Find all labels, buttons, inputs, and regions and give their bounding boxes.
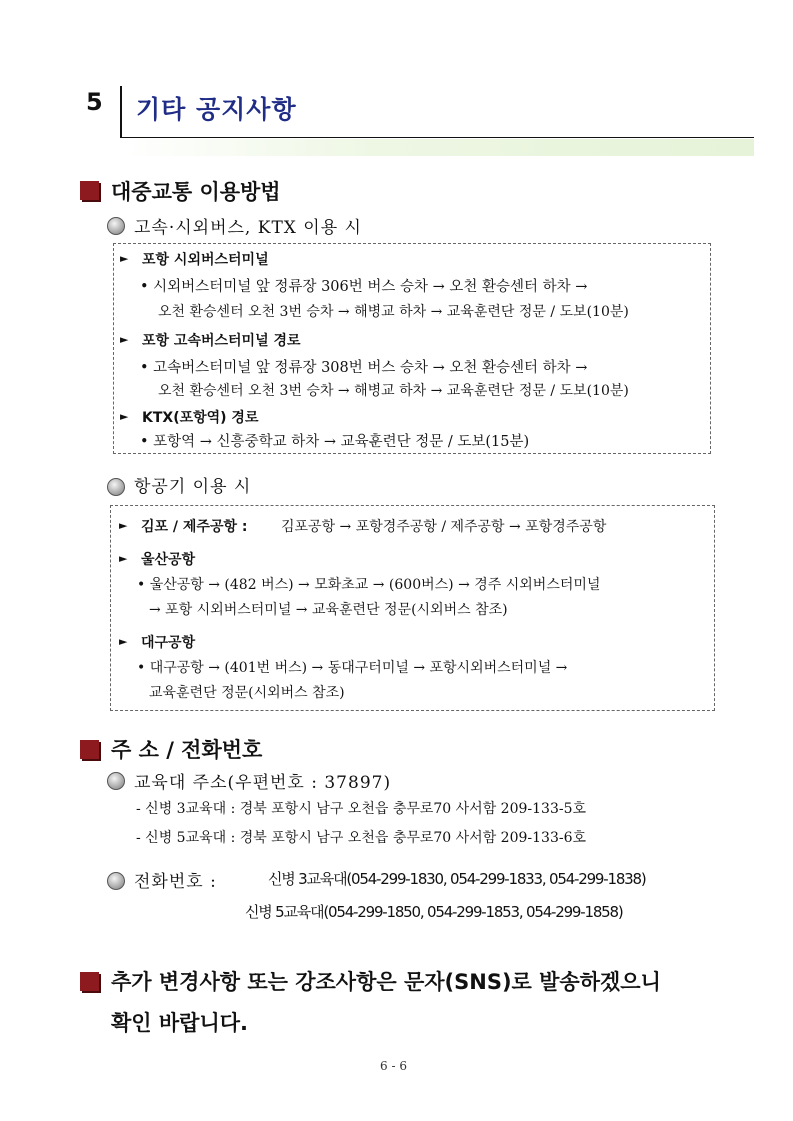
circle-bullet-icon	[107, 478, 125, 496]
chapter-number: 5	[86, 88, 103, 116]
subsection-title-air: 항공기 이용 시	[134, 477, 252, 497]
phone-label: 전화번호 :	[134, 872, 217, 892]
chapter-divider	[120, 86, 122, 138]
notice-line: 확인 바랍니다.	[111, 1011, 249, 1035]
route-heading: 포항 고속버스터미널 경로	[142, 333, 301, 349]
circle-bullet-icon	[107, 772, 125, 790]
chapter-underline	[120, 137, 754, 138]
route-line: 교육훈련단 정문(시외버스 참조)	[149, 685, 345, 701]
triangle-marker-icon: ►	[119, 635, 128, 648]
route-line: • 시외버스터미널 앞 정류장 306번 버스 승차 → 오천 환승센터 하차 →	[140, 279, 588, 295]
route-line: • 고속버스터미널 앞 정류장 308번 버스 승차 → 오천 환승센터 하차 →	[140, 360, 588, 376]
subsection-title-bus-ktx: 고속·시외버스, KTX 이용 시	[134, 218, 362, 238]
address-line: - 신병 3교육대 : 경북 포항시 남구 오천읍 충무로70 사서함 209-133-5호	[136, 801, 587, 817]
triangle-marker-icon: ►	[119, 552, 128, 565]
route-line: • 포항역 → 신흥중학교 하차 → 교육훈련단 정문 / 도보(15분)	[140, 434, 530, 450]
section-title-address: 주 소 / 전화번호	[111, 738, 263, 762]
bus-ktx-box	[113, 243, 711, 454]
circle-bullet-icon	[107, 217, 125, 235]
section-title-transport: 대중교통 이용방법	[111, 180, 281, 204]
page-number: 6 - 6	[380, 1059, 407, 1073]
address-line: - 신병 5교육대 : 경북 포항시 남구 오천읍 충무로70 사서함 209-133-6호	[136, 830, 587, 846]
section-square-icon	[80, 181, 99, 200]
notice-line: 추가 변경사항 또는 강조사항은 문자(SNS)로 발송하겠으니	[111, 970, 661, 994]
chapter-title: 기타 공지사항	[136, 95, 297, 124]
route-heading: KTX(포항역) 경로	[142, 410, 259, 426]
route-line: 김포공항 → 포항경주공항 / 제주공항 → 포항경주공항	[281, 519, 607, 535]
route-line: • 울산공항 → (482 버스) → 모화초교 → (600버스) → 경주 시외버스터미널	[137, 577, 601, 593]
route-line: 오천 환승센터 오천 3번 승차 → 해병교 하차 → 교육훈련단 정문 / 도보(10분)	[158, 304, 629, 320]
triangle-marker-icon: ►	[119, 519, 128, 532]
section-square-icon	[80, 972, 99, 991]
phone-numbers: 신병 5교육대(054-299-1850, 054-299-1853, 054-299-1858)	[245, 903, 623, 921]
triangle-marker-icon: ►	[120, 252, 129, 265]
phone-numbers: 신병 3교육대(054-299-1830, 054-299-1833, 054-299-1838)	[268, 870, 646, 888]
route-heading: 포항 시외버스터미널	[142, 252, 269, 268]
section-square-icon	[80, 740, 99, 759]
chapter-underline-band	[122, 139, 754, 156]
route-heading: 김포 / 제주공항 :	[141, 519, 248, 535]
route-heading: 대구공항	[141, 635, 196, 651]
route-line: • 대구공항 → (401번 버스) → 동대구터미널 → 포항시외버스터미널 →	[137, 660, 568, 676]
triangle-marker-icon: ►	[120, 410, 129, 423]
circle-bullet-icon	[107, 872, 125, 890]
air-box	[110, 505, 715, 711]
zip-code-title: 교육대 주소(우편번호 : 37897)	[134, 773, 392, 793]
route-line: → 포항 시외버스터미널 → 교육훈련단 정문(시외버스 참조)	[149, 602, 508, 618]
route-heading: 울산공항	[141, 552, 196, 568]
triangle-marker-icon: ►	[120, 333, 129, 346]
route-line: 오천 환승센터 오천 3번 승차 → 해병교 하차 → 교육훈련단 정문 / 도보(10분)	[158, 383, 629, 399]
